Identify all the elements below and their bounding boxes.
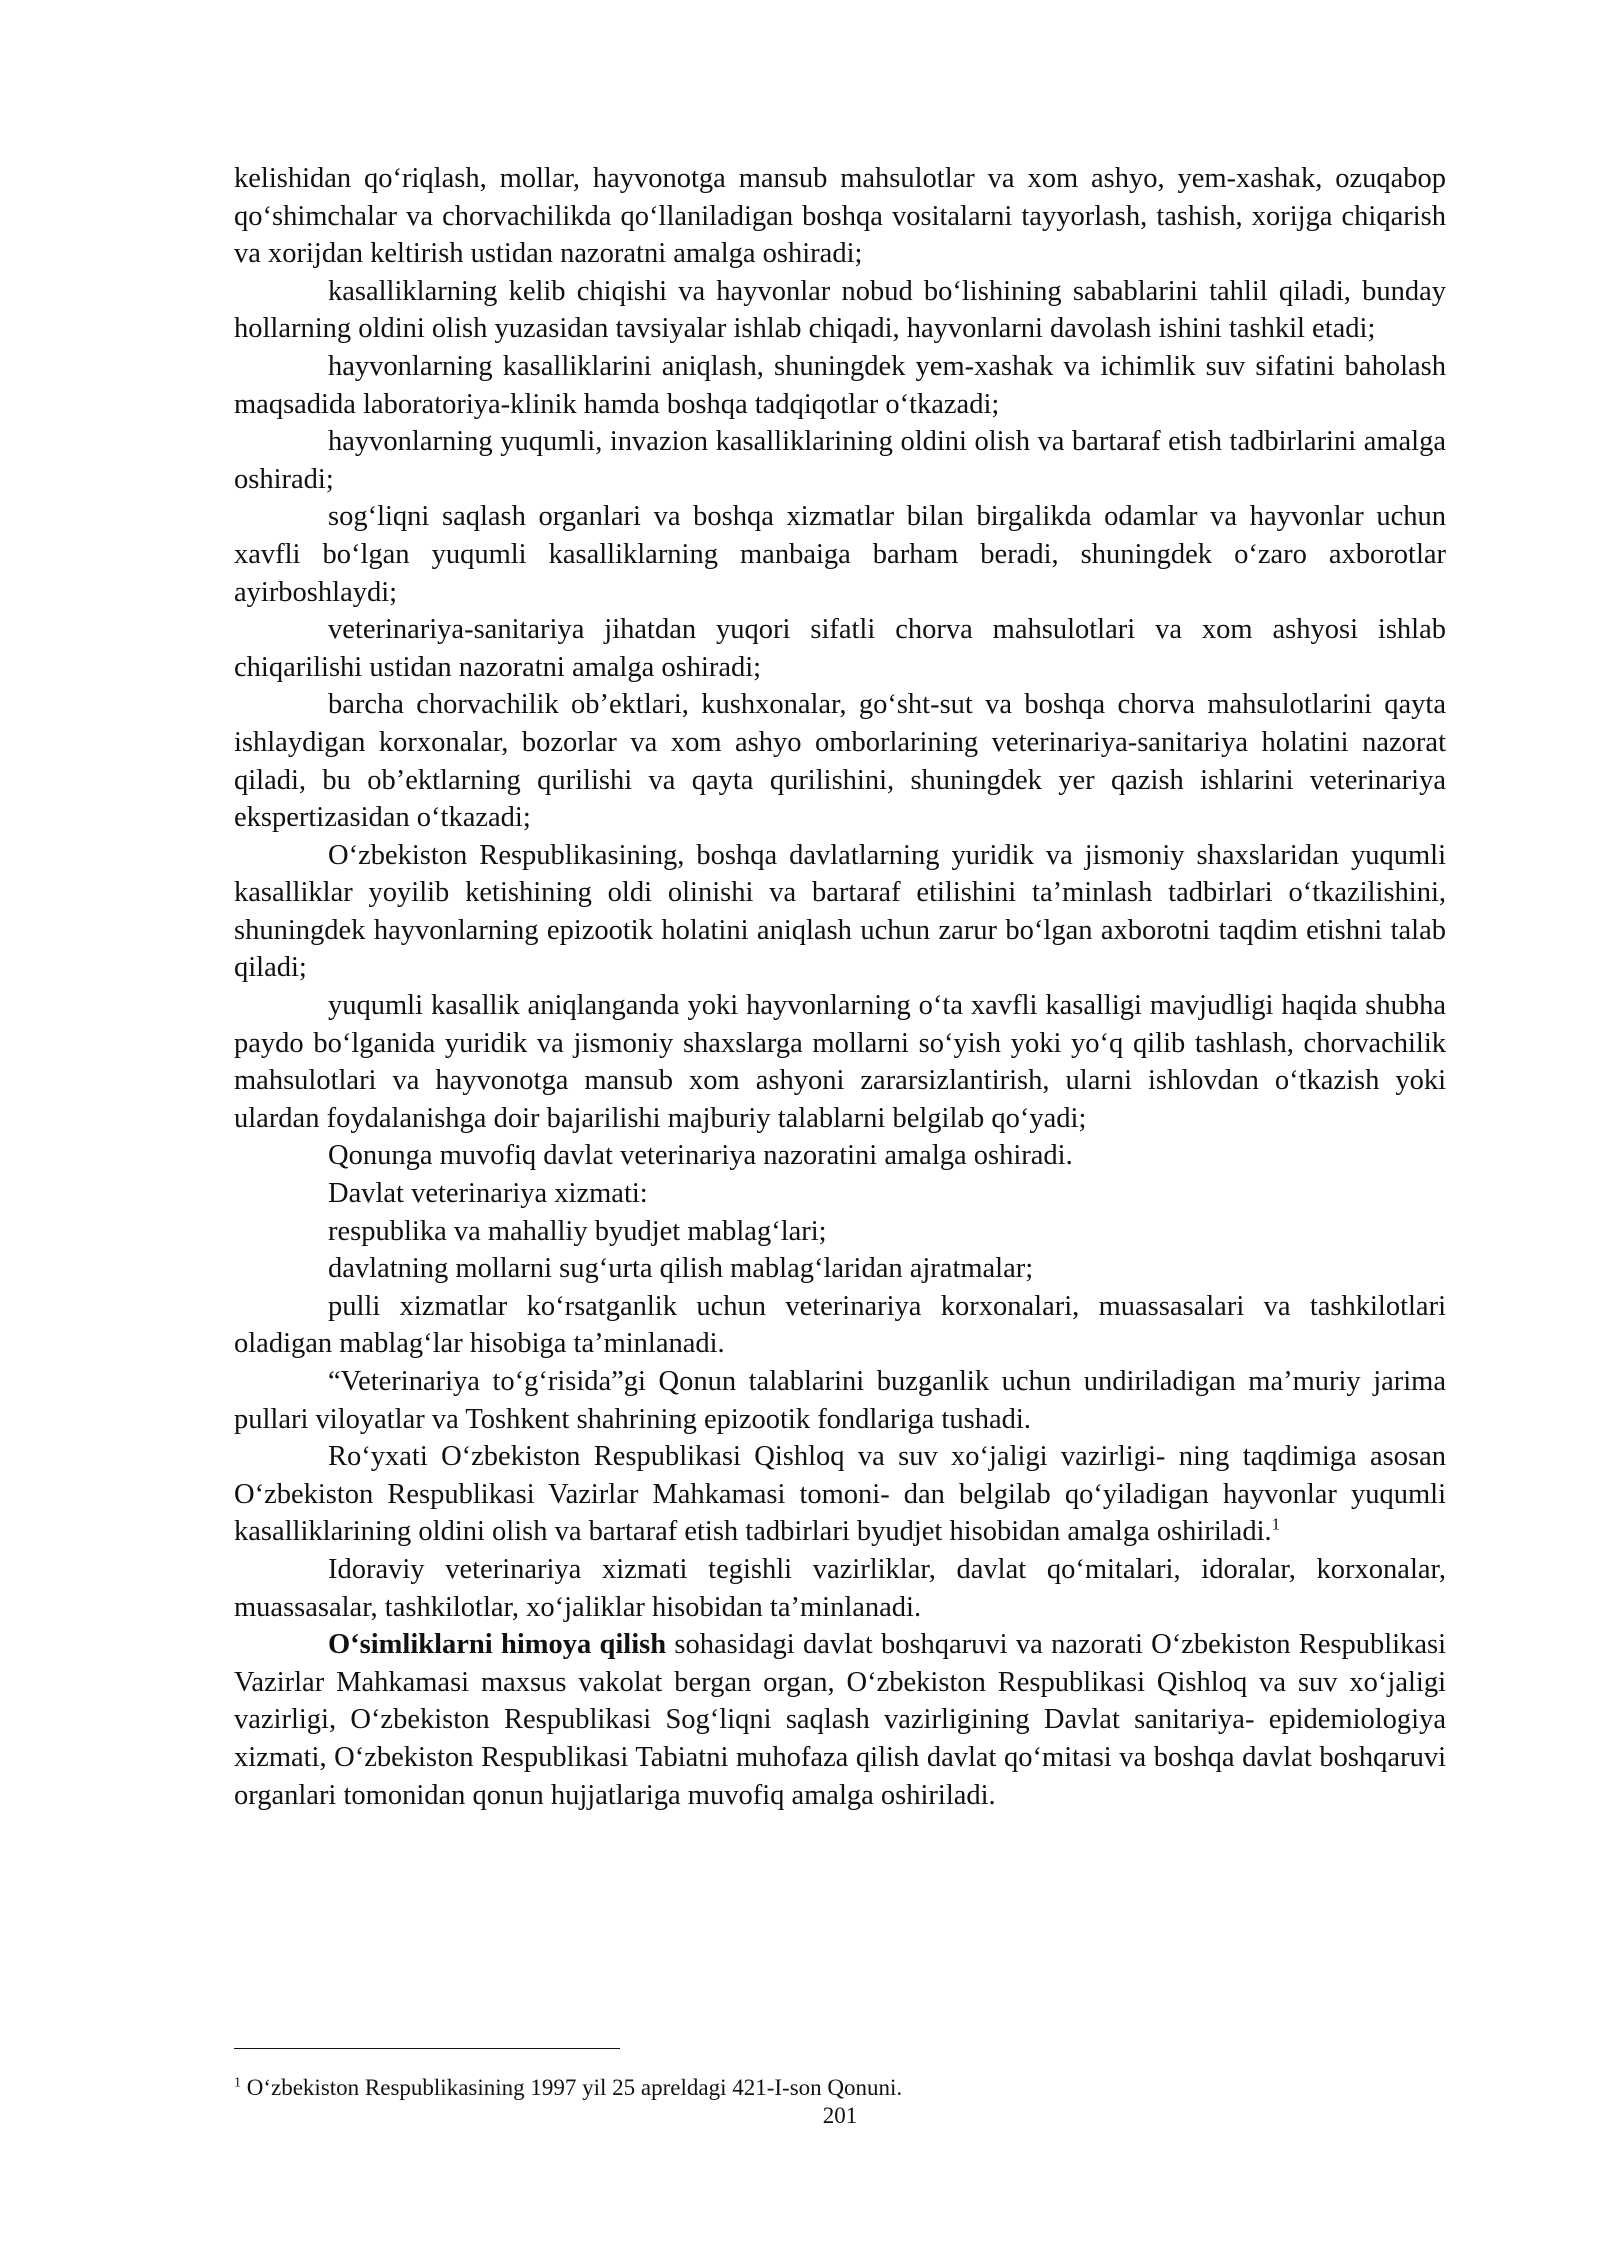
paragraph-10 [234, 1137, 1446, 1175]
paragraph-6 [234, 611, 1446, 686]
paragraph-14-text: pulli xizmatlar ko‘rsatganlik uchun veterinariya korxonalari, muassasalari va tashkilotlari oladigan mablag‘lar hisobiga ta’minlanadi. [234, 1290, 1446, 1360]
paragraph-16-text: Ro‘yxati O‘zbekiston Respublikasi Qishloq va suv xo‘jaligi vazirligi- ning taqdimiga asosan O‘zbekiston Respublikasi Vazirlar Mahkamasi tomoni- dan belgilab qo‘yiladigan hayvonlar yuqumli kasalliklarining oldini olish va bartaraf etish tadbirlari byudjet hisobidan amalga oshiriladi. [234, 1441, 1446, 1548]
bold-term: O‘simliklarni himoya qilish [328, 1629, 667, 1661]
paragraph-7-text: barcha chorvachilik ob’ektlari, kushxonalar, go‘sht-sut va boshqa chorva mahsulotlarini qayta ishlaydigan korxonalar, bozorlar va xom ashyo omborlarining veterinariya-sanitariya holatini nazorat qiladi, bu ob’ektlarning qurilishi va qayta qurilishini, shuningdek yer qazish ishlarini veterinariya ekspertizasidan o‘tkazadi; [234, 689, 1446, 834]
paragraph-5 [234, 498, 1446, 611]
paragraph-17-text: Idoraviy veterinariya xizmati tegishli vazirliklar, davlat qo‘mitalari, idoralar, korxonalar, muassasalar, tashkilotlar, xo‘jaliklar hisobidan ta’minlanadi. [234, 1553, 1446, 1623]
paragraph-13-text: davlatning mollarni sug‘urta qilish mablag‘laridan ajratmalar; [328, 1253, 1034, 1285]
footnote [234, 2074, 1446, 2102]
paragraph-5-text: sog‘liqni saqlash organlari va boshqa xizmatlar bilan birgalikda odamlar va hayvonlar uchun xavfli bo‘lgan yuqumli kasalliklarning manbaiga barham beradi, shuningdek o‘zaro axborotlar ayirboshlaydi; [234, 501, 1446, 608]
paragraph-18-text: sohasidagi davlat boshqaruvi va nazorati O‘zbekiston Respublikasi Vazirlar Mahkamasi maxsus vakolat bergan organ, O‘zbekiston Respublikasi Qishloq va suv xo‘jaligi vazirligi, O‘zbekiston Respublikasi Sog‘liqni saqlash vazirligining Davlat sanitariya- epidemiologiya xizmati, O‘zbekiston Respublikasi Tabiatni muhofaza qilish davlat qo‘mitasi va boshqa davlat boshqaruvi organlari tomonidan qonun hujjatlariga muvofiq amalga oshiriladi. [234, 1629, 1446, 1811]
paragraph-8-text: O‘zbekiston Respublikasining, boshqa davlatlarning yuridik va jismoniy shaxslaridan yuqumli kasalliklar yoyilib ketishining oldi olinishi va bartaraf etilishini ta’minlash tadbirlari o‘tkazilishini, shuningdek hayvonlarning epizootik holatini aniqlash uchun zarur bo‘lgan axborotni taqdim etishni talab qiladi; [234, 839, 1446, 984]
paragraph-12 [234, 1213, 1446, 1251]
paragraph-3-text: hayvonlarning kasalliklarini aniqlash, shuningdek yem-xashak va ichimlik suv sifatini baholash maqsadida laboratoriya-klinik hamda boshqa tadqiqotlar o‘tkazadi; [234, 350, 1446, 420]
footnote-text: O‘zbekiston Respublikasining 1997 yil 25 apreldagi 421-I-son Qonuni. [241, 2075, 903, 2100]
paragraph-9 [234, 987, 1446, 1137]
footnote-reference: 1 [1271, 1514, 1281, 1534]
paragraph-8 [234, 837, 1446, 987]
paragraph-2 [234, 273, 1446, 348]
paragraph-11-text: Davlat veterinariya xizmati: [328, 1178, 648, 1210]
paragraph-1-text: kelishidan qo‘riqlash, mollar, hayvonotga mansub mahsulotlar va xom ashyo, yem-xashak, ozuqabop qo‘shimchalar va chorvachilikda qo‘llaniladigan boshqa vositalarni tayyorlash, tashish, xorijga chiqarish va xorijdan keltirish ustidan nazoratni amalga oshiradi; [234, 163, 1446, 270]
paragraph-14 [234, 1288, 1446, 1363]
footnote-mark: 1 [234, 2075, 241, 2091]
paragraph-7 [234, 686, 1446, 836]
paragraph-17 [234, 1551, 1446, 1626]
paragraph-2-text: kasalliklarning kelib chiqishi va hayvonlar nobud bo‘lishining sabablarini tahlil qiladi, bunday hollarning oldini olish yuzasidan tavsiyalar ishlab chiqadi, hayvonlarni davolash ishini tashkil etadi; [234, 275, 1446, 345]
paragraph-4 [234, 423, 1446, 498]
paragraph-1 [234, 160, 1446, 273]
paragraph-4-text: hayvonlarning yuqumli, invazion kasalliklarining oldini olish va bartaraf etish tadbirlarini amalga oshiradi; [234, 426, 1446, 495]
paragraph-9-text: yuqumli kasallik aniqlanganda yoki hayvonlarning o‘ta xavfli kasalligi mavjudligi haqida shubha paydo bo‘lganida yuridik va jismoniy shaxslarga mollarni so‘yish yoki yo‘q qilib tashlash, chorvachilik mahsulotlari va hayvonotga mansub xom ashyoni zararsizlantirish, ularni ishlovdan o‘tkazish yoki ulardan foydalanishga doir bajarilishi majburiy talablarni belgilab qo‘yadi; [234, 990, 1446, 1134]
paragraph-18 [234, 1626, 1446, 1814]
paragraph-11 [234, 1175, 1446, 1213]
paragraph-12-text: respublika va mahalliy byudjet mablag‘lari; [328, 1215, 827, 1247]
paragraph-16 [234, 1438, 1446, 1551]
paragraph-15-text: “Veterinariya to‘g‘risida”gi Qonun talablarini buzganlik uchun undiriladigan ma’muriy jarima pullari viloyatlar va Toshkent shahrining epizootik fondlariga tushadi. [234, 1366, 1446, 1435]
page-number: 201 [822, 2103, 858, 2128]
footnote-separator [234, 2048, 620, 2049]
paragraph-13 [234, 1250, 1446, 1288]
paragraph-10-text: Qonunga muvofiq davlat veterinariya nazoratini amalga oshiradi. [328, 1140, 1073, 1172]
body-text [234, 160, 1446, 1814]
paragraph-6-text: veterinariya-sanitariya jihatdan yuqori sifatli chorva mahsulotlari va xom ashyosi ishlab chiqarilishi ustidan nazoratni amalga oshiradi; [234, 614, 1446, 683]
paragraph-3 [234, 348, 1446, 423]
paragraph-15 [234, 1363, 1446, 1438]
